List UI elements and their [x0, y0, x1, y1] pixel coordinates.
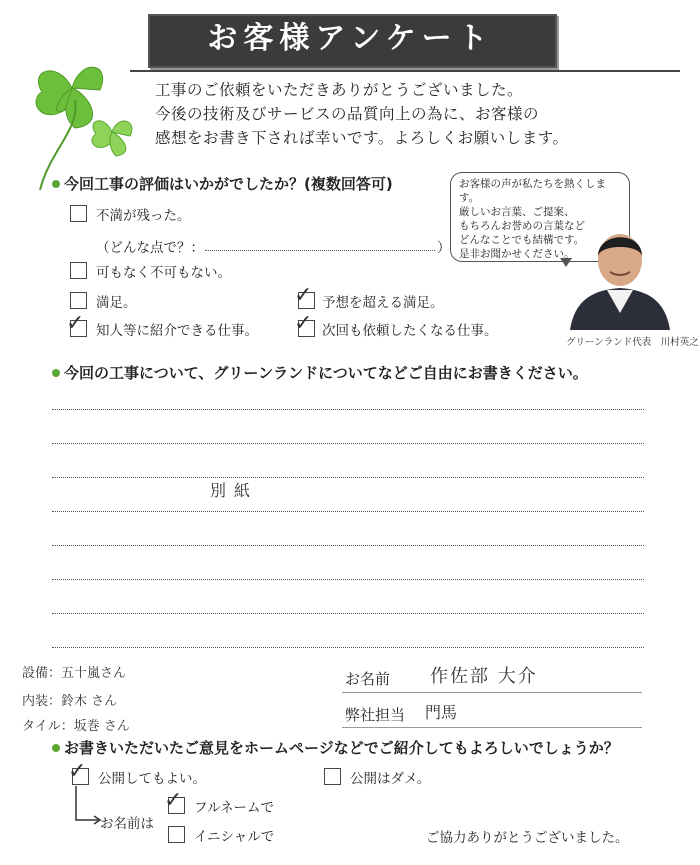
checkbox-public-no[interactable]: [324, 768, 341, 785]
ceo-caption: グリーンランド代表 川村英之: [566, 337, 699, 348]
staff-label: 弊社担当: [345, 706, 406, 724]
thanks-text: ご協力ありがとうございました。: [426, 830, 629, 846]
staff-note: 内装：鈴木 さん: [22, 694, 118, 709]
intro-line-1: 工事のご依頼をいただきありがとうございました。: [155, 81, 524, 99]
comment-line[interactable]: [52, 409, 644, 410]
opt-public-ok-label: 公開してもよい。: [98, 771, 206, 787]
q3-question: お書きいただいたご意見をホームページなどでご紹介してもよろしいでしょうか？: [64, 739, 619, 757]
intro-line-2: 今後の技術及びサービスの品質向上の為に、お客様の: [155, 105, 540, 123]
page-title: お客様アンケート: [207, 21, 494, 56]
name-underline: [342, 692, 642, 693]
opt-again-label: 次回も依頼したくなる仕事。: [322, 323, 498, 339]
opt-initials-label: イニシャルで: [194, 829, 275, 845]
checkbox-satisfied[interactable]: [70, 292, 87, 309]
bubble-line: どんなことでも結構です。: [459, 234, 585, 246]
checkmark-icon: ✓: [294, 283, 313, 308]
opt-which-points-close: ）: [437, 240, 451, 256]
bullet-icon: [52, 744, 60, 752]
comment-line[interactable]: [52, 477, 644, 478]
which-points-field[interactable]: [205, 250, 435, 251]
opt-fullname-label: フルネームで: [194, 800, 275, 816]
bullet-icon: [52, 180, 60, 188]
bubble-line: もちろんお誉めの言葉など: [459, 220, 585, 232]
staff-value[interactable]: 門馬: [425, 703, 458, 722]
checkmark-icon: ✓: [66, 311, 85, 336]
title-underline: [130, 70, 680, 72]
checkmark-icon: ✓: [164, 788, 183, 813]
ceo-portrait: [565, 218, 675, 330]
comment-line[interactable]: [52, 511, 644, 512]
comment-line[interactable]: [52, 613, 644, 614]
intro-line-3: 感想をお書き下されば幸いです。よろしくお願いします。: [155, 129, 569, 147]
checkmark-icon: ✓: [294, 311, 313, 336]
opt-neutral-label: 可もなく不可もない。: [96, 265, 231, 281]
q2-question: 今回の工事について、グリーンランドについてなどご自由にお書きください。: [64, 364, 588, 382]
opt-public-no-label: 公開はダメ。: [350, 771, 431, 787]
opt-recommend-label: 知人等に紹介できる仕事。: [96, 323, 258, 339]
staff-note: タイル：坂巻 さん: [22, 719, 130, 734]
name-label: お名前: [345, 670, 391, 688]
opt-exceeded-label: 予想を超える満足。: [322, 295, 444, 311]
checkbox-initials[interactable]: [168, 826, 185, 843]
q1-question: 今回工事の評価はいかがでしたか？(複数回答可): [64, 175, 393, 193]
bullet-icon: [52, 369, 60, 377]
checkmark-icon: ✓: [68, 759, 87, 784]
staff-underline: [342, 727, 642, 728]
checkbox-dissatisfied[interactable]: [70, 205, 87, 222]
bubble-line: 厳しいお言葉、ご提案、: [459, 206, 575, 218]
comment-line[interactable]: [52, 545, 644, 546]
opt-which-points-label: （どんな点で？：: [96, 240, 204, 256]
handwritten-comment: 別紙: [210, 481, 259, 500]
checkbox-neutral[interactable]: [70, 262, 87, 279]
name-value[interactable]: 作佐部 大介: [430, 666, 538, 687]
comment-line[interactable]: [52, 443, 644, 444]
name-display-prefix: お名前は: [100, 816, 154, 832]
comment-line[interactable]: [52, 579, 644, 580]
bubble-line: 是非お聞かせください。: [459, 248, 575, 260]
bubble-line: お客様の声が私たちを熱くします。: [459, 178, 606, 204]
comment-line[interactable]: [52, 647, 644, 648]
opt-dissatisfied-label: 不満が残った。: [96, 208, 191, 224]
staff-note: 設備：五十嵐さん: [22, 666, 127, 681]
opt-satisfied-label: 満足。: [96, 295, 137, 311]
